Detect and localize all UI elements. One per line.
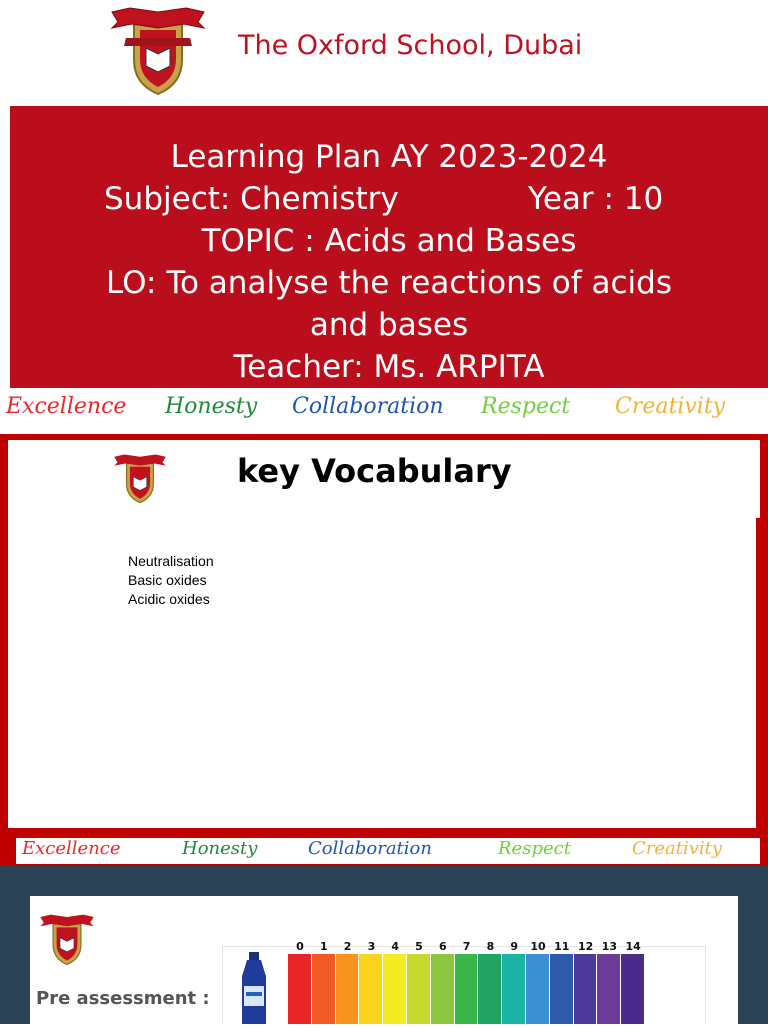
lo-line-1: LO: To analyse the reactions of acids (106, 265, 672, 301)
vocabulary-list (128, 552, 214, 609)
teacher-line: Teacher: Ms. ARPITA (233, 349, 545, 385)
ph-color-cell (597, 954, 620, 1024)
school-name: The Oxford School, Dubai (238, 30, 583, 61)
ph-color-cell (478, 954, 501, 1024)
ph-number-6: 6 (438, 940, 447, 953)
ph-color-cell (359, 954, 382, 1024)
ph-scale-numbers (288, 940, 648, 954)
year-label: Year : 10 (528, 181, 664, 217)
value-excellence: Excellence (6, 394, 127, 419)
vocab-item: Neutralisation (128, 553, 214, 569)
value-collaboration: Collaboration (292, 394, 444, 419)
school-values-banner (0, 390, 768, 432)
ph-color-cell (574, 954, 597, 1024)
learning-plan-title: Learning Plan AY 2023-2024 (170, 139, 608, 175)
ph-color-cell (383, 954, 406, 1024)
value-honesty: Honesty (165, 394, 258, 419)
ph-color-cell (336, 954, 359, 1024)
ph-color-cell (455, 954, 478, 1024)
ph-number-4: 4 (391, 940, 400, 953)
ph-number-7: 7 (462, 940, 471, 953)
bleach-bottle-icon (238, 952, 270, 1024)
pre-assessment-label: Pre assessment : (36, 988, 210, 1009)
value-creativity: Creativity (615, 394, 726, 419)
ph-color-cell (502, 954, 525, 1024)
ph-number-11: 11 (554, 940, 570, 953)
ph-color-cell (621, 954, 644, 1024)
topic-line: TOPIC : Acids and Bases (201, 223, 577, 259)
ph-number-14: 14 (625, 940, 641, 953)
ph-number-5: 5 (415, 940, 423, 953)
school-values-banner (16, 838, 760, 864)
ph-color-cell (407, 954, 430, 1024)
key-vocabulary-title: key Vocabulary (237, 452, 512, 490)
ph-number-13: 13 (601, 940, 618, 953)
subject-label: Subject: Chemistry (104, 181, 399, 217)
value-respect: Respect (481, 394, 571, 419)
ph-color-cell (312, 954, 335, 1024)
value-respect: Respect (498, 838, 571, 859)
value-collaboration: Collaboration (308, 838, 432, 859)
ph-scale-bar (288, 954, 646, 1024)
ph-number-8: 8 (486, 940, 495, 953)
vocab-item: Acidic oxides (128, 591, 210, 607)
ph-color-cell (288, 954, 311, 1024)
subject-year-line (10, 178, 768, 220)
ph-number-9: 9 (510, 940, 519, 953)
ph-color-cell (431, 954, 454, 1024)
ph-number-2: 2 (343, 940, 352, 953)
school-crest-icon (38, 910, 96, 968)
value-excellence: Excellence (22, 838, 121, 859)
ph-number-0: 0 (296, 940, 304, 953)
ph-number-1: 1 (319, 940, 328, 953)
ph-number-12: 12 (577, 940, 594, 953)
ph-color-cell (526, 954, 549, 1024)
school-crest-icon (108, 2, 208, 98)
ph-number-10: 10 (530, 940, 546, 953)
ph-number-3: 3 (367, 940, 376, 953)
vocab-item: Basic oxides (128, 572, 207, 588)
ph-color-cell (550, 954, 573, 1024)
title-block (10, 106, 768, 388)
school-crest-icon (112, 450, 168, 506)
lo-line-2: and bases (309, 307, 469, 343)
value-honesty: Honesty (182, 838, 258, 859)
value-creativity: Creativity (632, 838, 723, 859)
